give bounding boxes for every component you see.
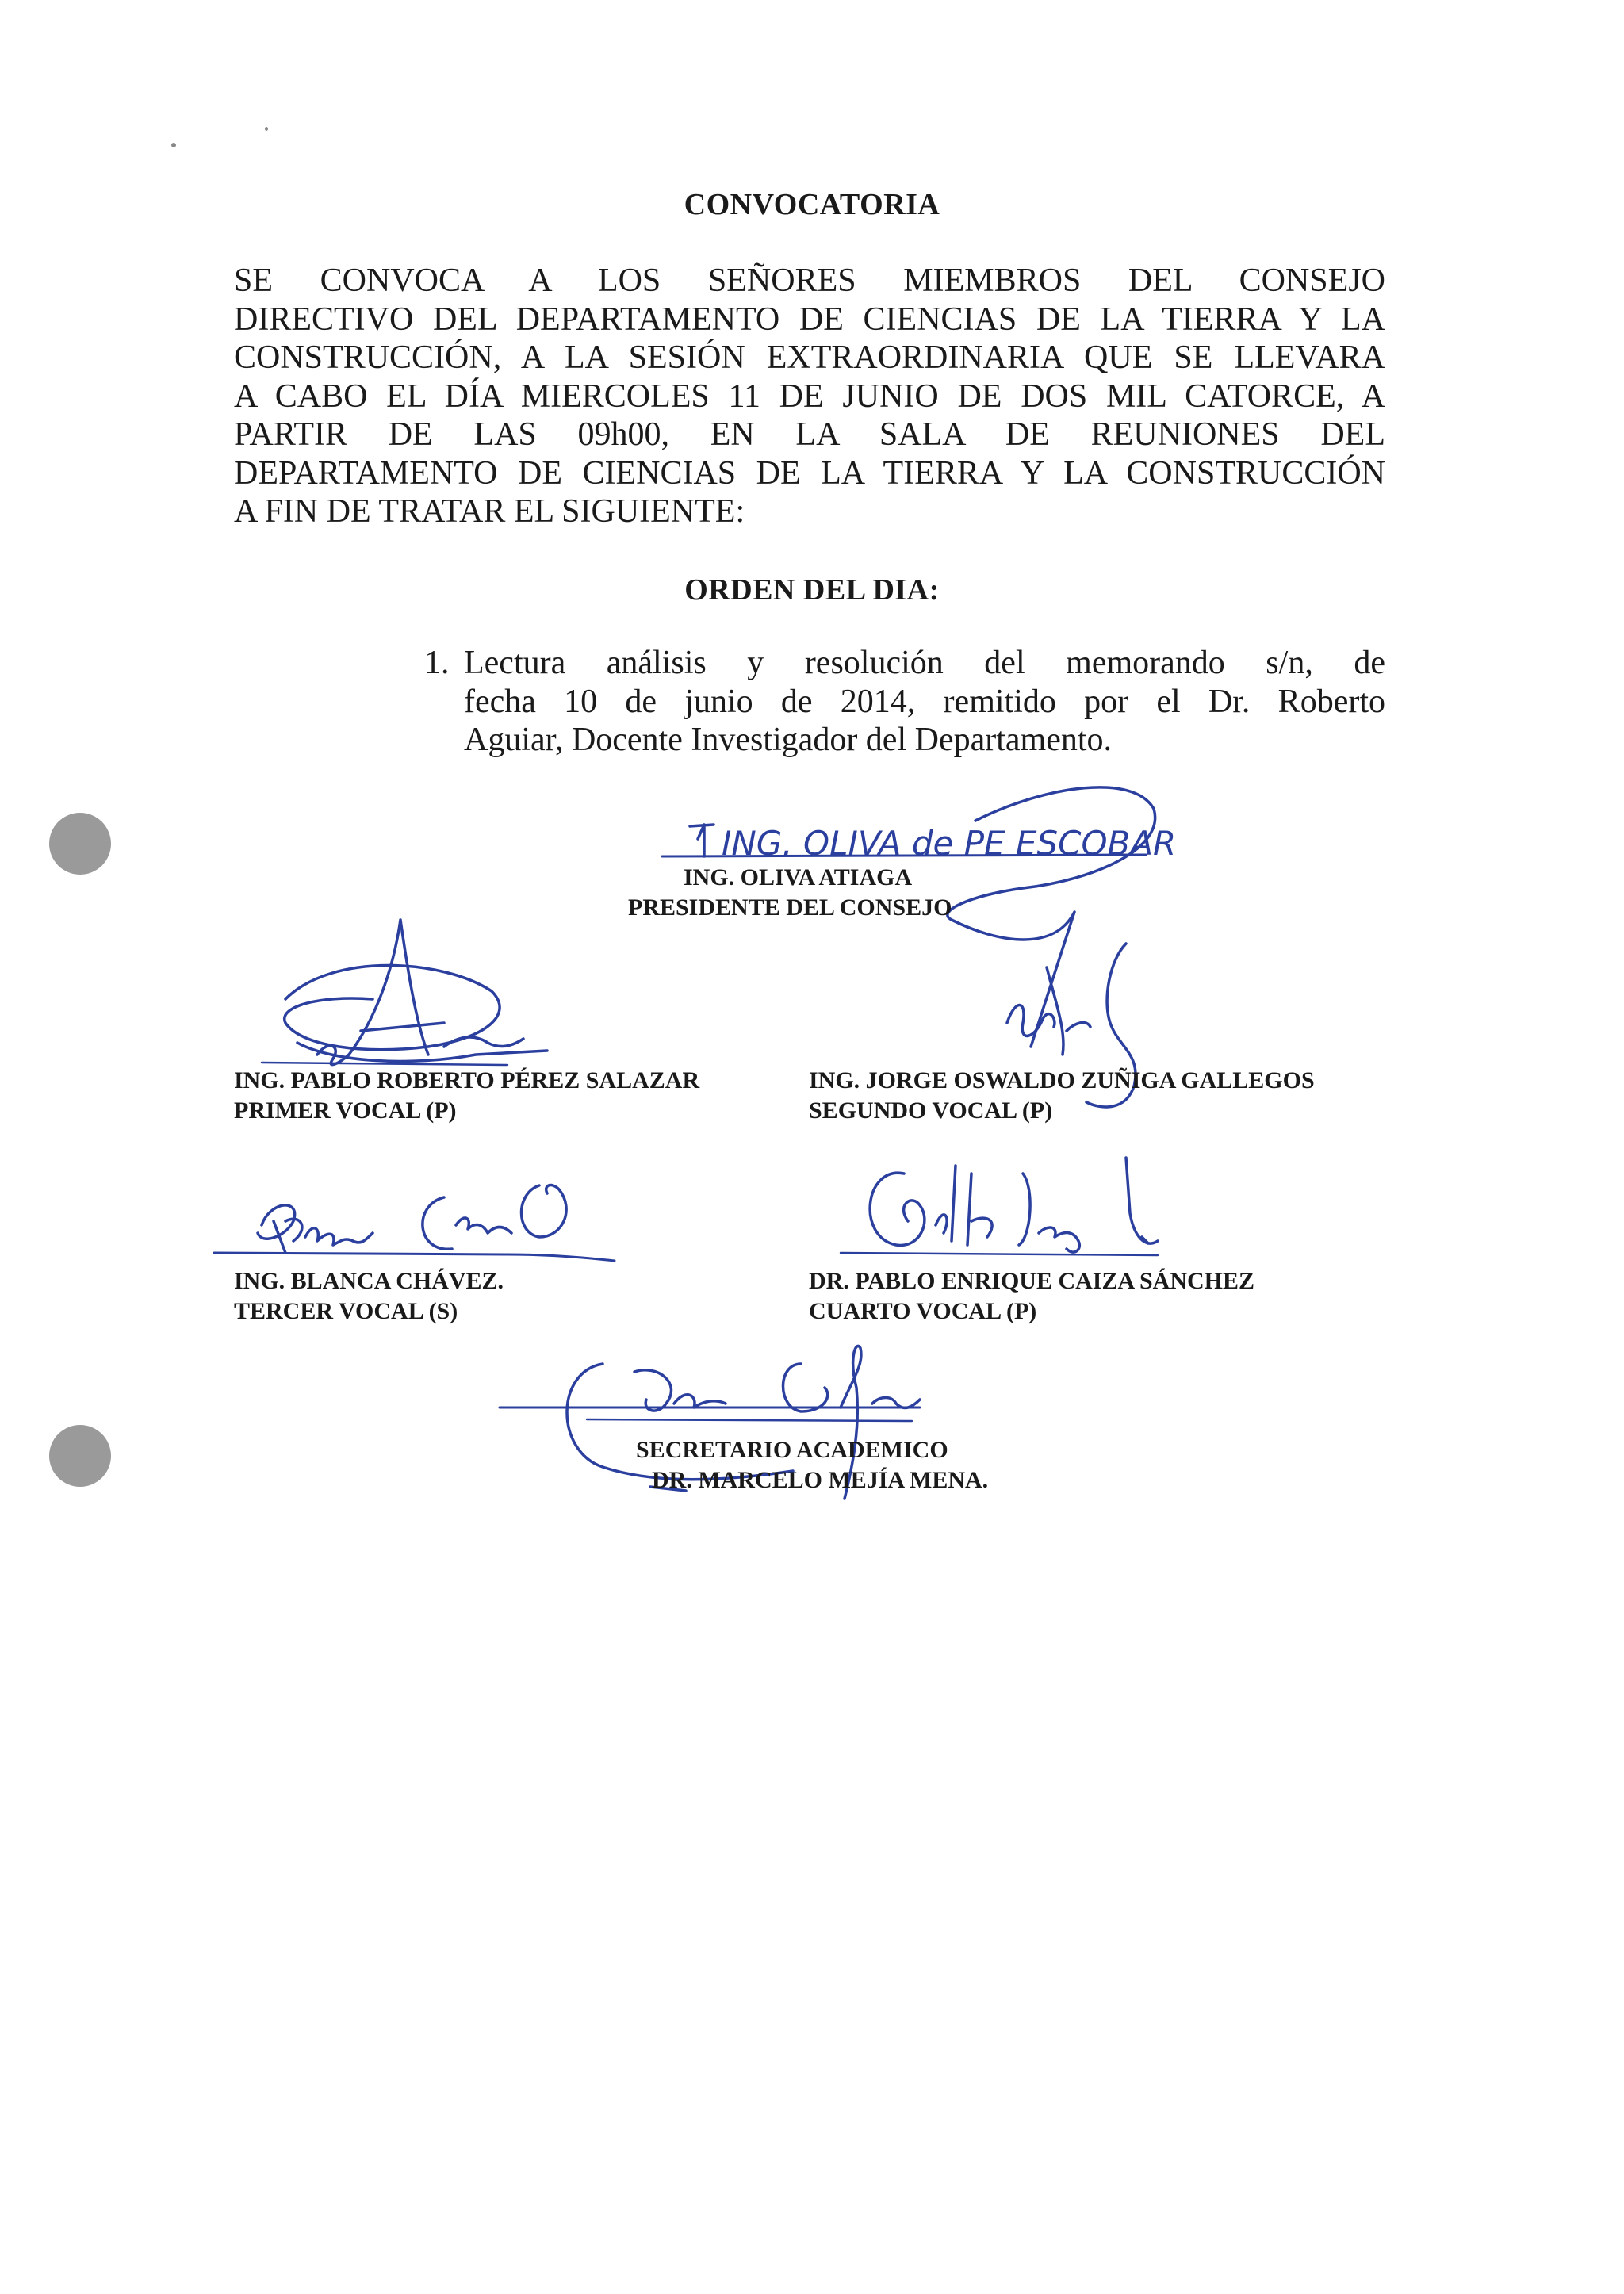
- punch-hole: [49, 813, 111, 875]
- agenda-item-line: Lectura análisis y resolución del memorando s/n, de: [464, 645, 1385, 681]
- vocal4-signature-block: [809, 1266, 1254, 1327]
- secretary-name: DR. MARCELO MEJÍA MENA.: [652, 1467, 989, 1493]
- paragraph-line: PARTIR DE LAS 09h00, EN LA SALA DE REUNIONES DEL: [234, 416, 1385, 453]
- agenda-item-line: Aguiar, Docente Investigador del Departamento.: [464, 722, 1113, 758]
- vocal3-signature-block: [234, 1266, 504, 1327]
- svg-text:ING. OLIVA de PE ESCOBAR: ING. OLIVA de PE ESCOBAR: [722, 824, 1177, 863]
- vocal3-signature: [214, 1185, 615, 1261]
- vocal2-name: ING. JORGE OSWALDO ZUÑIGA GALLEGOS: [809, 1067, 1315, 1093]
- vocal3-role: TERCER VOCAL (S): [234, 1298, 458, 1324]
- vocal4-role: CUARTO VOCAL (P): [809, 1298, 1037, 1324]
- agenda-list: [424, 644, 1385, 760]
- president-name: ING. OLIVA ATIAGA: [684, 864, 913, 890]
- paragraph-line: SE CONVOCA A LOS SEÑORES MIEMBROS DEL CONSEJO: [234, 262, 1385, 299]
- document-title: CONVOCATORIA: [684, 188, 940, 221]
- president-role: PRESIDENTE DEL CONSEJO: [628, 894, 952, 921]
- secretary-role: SECRETARIO ACADEMICO: [636, 1437, 948, 1463]
- agenda-item-number: 1.: [424, 645, 450, 681]
- paragraph-line: A FIN DE TRATAR EL SIGUIENTE:: [234, 493, 745, 530]
- agenda-item-line: fecha 10 de junio de 2014, remitido por el Dr. Roberto: [464, 683, 1385, 720]
- punch-hole: [49, 1425, 111, 1487]
- agenda-title: ORDEN DEL DIA:: [684, 573, 940, 607]
- vocal1-signature-block: [234, 1066, 699, 1126]
- paragraph-line: DEPARTAMENTO DE CIENCIAS DE LA TIERRA Y LA CONSTRUCCIÓN: [234, 454, 1385, 492]
- vocal1-signature: [262, 920, 547, 1065]
- secretary-signature-block: [636, 1435, 948, 1465]
- vocal1-role: PRIMER VOCAL (P): [234, 1097, 457, 1124]
- speck: [171, 143, 176, 147]
- president-signature-block: [684, 863, 912, 893]
- vocal4-name: DR. PABLO ENRIQUE CAIZA SÁNCHEZ: [809, 1268, 1255, 1294]
- vocal3-name: ING. BLANCA CHÁVEZ.: [234, 1268, 504, 1294]
- vocal1-name: ING. PABLO ROBERTO PÉREZ SALAZAR: [234, 1067, 700, 1093]
- vocal2-role: SEGUNDO VOCAL (P): [809, 1097, 1053, 1124]
- paragraph-line: CONSTRUCCIÓN, A LA SESIÓN EXTRAORDINARIA QUE SE LLEVARA: [234, 339, 1385, 376]
- paragraph-line: A CABO EL DÍA MIERCOLES 11 DE JUNIO DE DOS MIL CATORCE, A: [234, 377, 1385, 415]
- agenda-item: [424, 644, 1385, 760]
- president-role-block: [628, 893, 952, 923]
- secretary-name-block: [652, 1465, 988, 1496]
- president-signature: [662, 787, 1176, 1107]
- paragraph-line: DIRECTIVO DEL DEPARTAMENTO DE CIENCIAS DE LA TIERRA Y LA: [234, 301, 1385, 338]
- speck: [265, 127, 268, 131]
- vocal4-signature: [841, 1158, 1158, 1255]
- vocal2-signature-block: [809, 1066, 1315, 1126]
- convocation-paragraph: [234, 262, 1385, 531]
- agenda-item-text: [464, 644, 1385, 760]
